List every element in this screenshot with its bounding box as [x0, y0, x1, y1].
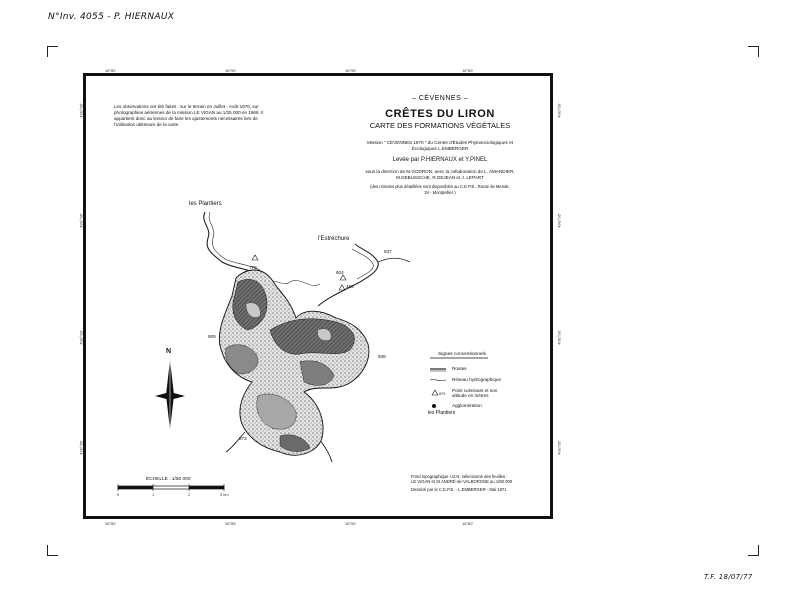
north-label: N [166, 348, 172, 355]
graticule-top-4: 16°60' [462, 68, 474, 73]
legend-label-summit: Point culminant et son altitude en mètres [452, 388, 498, 399]
legend-example-place: les Plantiers [428, 410, 456, 416]
scale-tick-3: 3 km [220, 492, 229, 497]
graticule-right-2: 49G°95' [556, 213, 562, 228]
minutes-text: (des minutes plus détaillées sont disponibles au C.E.P.E., Route de Mende, 34 - Montpellier ) [370, 184, 510, 195]
graticule-left-4: 49G°85' [78, 440, 84, 455]
direction-text: sous la direction de M.GODRON, avec la collaboration de L. AMANDIER, M.DEBUSSCHE, R.DEJEAN et J. LEPART [365, 169, 515, 180]
north-arrow-icon [155, 360, 185, 430]
region-label: – CÉVENNES – [411, 95, 469, 102]
scale-bar-drawing [118, 484, 224, 491]
inventory-note: N°Inv. 4055 - P. HIERNAUX [48, 12, 175, 22]
graticule-right-3: 49G°90' [556, 330, 562, 345]
graticule-left-2: 49G°95' [78, 213, 84, 228]
credits-sheets: LE VIGAN et St ANDRÉ-de-VALBORGNE au 1/50 000 [411, 479, 513, 485]
place-label-estrechure: l'Estréchure [318, 236, 350, 242]
mission-text: Mission " CÉVENNES 1970 " du Centre d'Études Phytosociologiques et Écologiques L.EMBERGER [367, 140, 513, 151]
elevation-label: 938 [378, 354, 386, 359]
graticule-bottom-3: 16°90' [345, 521, 357, 526]
graticule-bottom-4: 16°60' [462, 521, 474, 526]
authors-text: Levée par P.HIERNAUX et Y.PINEL [392, 157, 488, 163]
legend-label-settlement: Agglomération [452, 403, 482, 408]
graticule-bottom-2: 16°85' [225, 521, 237, 526]
map-subtitle: CARTE DES FORMATIONS VÉGÉTALES [369, 121, 511, 130]
title-block [340, 95, 540, 196]
elevation-label: 637 [384, 249, 392, 254]
scale-tick-1: 1 [152, 492, 155, 497]
scale-tick-2: 2 [188, 492, 191, 497]
credits-drawn: Dessiné par le C.E.P.E. - L.EMBERGER - Mai 1971 [411, 487, 507, 493]
graticule-top-2: 16°90' [225, 68, 237, 73]
graticule-top-1: 16°80' [105, 68, 117, 73]
elevation-label: 909 [208, 334, 216, 339]
elevation-label: 453 [346, 284, 354, 289]
scale-tick-0: 0 [117, 492, 120, 497]
scale-label: ÉCHELLE : 1/50 000 [146, 477, 191, 482]
graticule-left-1: 49G°00' [78, 103, 84, 118]
elevation-label: 778 [249, 265, 257, 270]
place-label-plantiers: les Plantiers [189, 201, 222, 207]
legend-title: Signes conventionnels [438, 352, 487, 357]
road-estrechure [318, 244, 378, 306]
observations-note: Les observations ont été faites : sur le terrain en Juillet - Août 1970, sur photographies aériennes de la mission LE VIGAN au 1/25 000 en 1968. Il appartient donc au lecteur de faire les ajustements nécessaires lors de l'utilisation ultérieure de la carte. [114, 104, 264, 127]
corner-note: T.F. 18/07/77 [704, 573, 753, 581]
graticule-bottom-1: 16°80' [105, 521, 117, 526]
elevation-label: 973 [239, 436, 247, 441]
graticule-top-3: 16°95' [345, 68, 357, 73]
legend-example-altitude: 870 [439, 392, 446, 396]
credits-base: Fond topographique I.G.N. sélectionné des feuilles : [411, 474, 508, 479]
map-title: CRÊTES DU LIRON [385, 108, 495, 120]
credits-block [411, 474, 531, 493]
graticule-right-1: 49G°00' [556, 103, 562, 118]
graticule-right-4: 49G°85' [556, 440, 562, 455]
graticule-left-3: 49G°90' [78, 330, 84, 345]
elevation-label: 604 [336, 270, 344, 275]
legend-label-roads: Routes [452, 366, 467, 371]
legend-label-rivers: Réseau hydrographique [452, 377, 502, 382]
